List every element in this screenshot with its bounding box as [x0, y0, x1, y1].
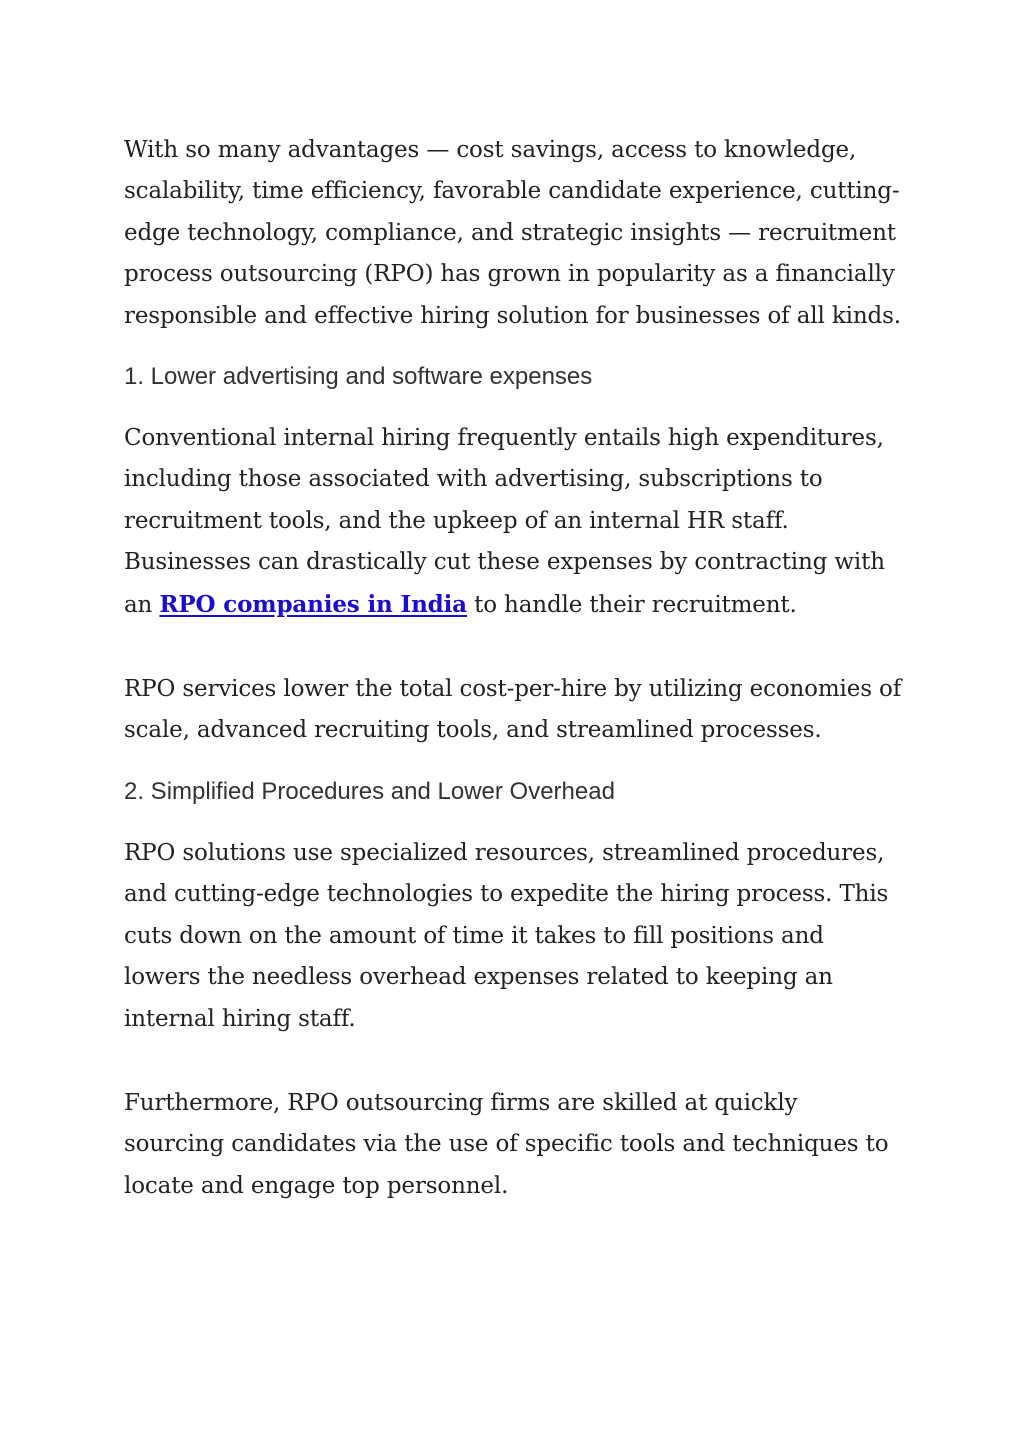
section-2-heading: 2. Simplified Procedures and Lower Overhead: [124, 777, 615, 805]
section-1-paragraph-2: RPO services lower the total cost-per-hire by utilizing economies of scale, advanced recruiting tools, and streamlined processes.: [124, 676, 902, 744]
section-1-paragraph-1: [124, 418, 904, 626]
rpo-companies-india-link[interactable]: RPO companies in India: [159, 590, 467, 618]
section-1-paragraph-1-text-after: to handle their recruitment.: [466, 591, 797, 618]
intro-paragraph: With so many advantages — cost savings, access to knowledge, scalability, time efficiency, favorable candidate experience, cutting-edge technology, compliance, and strategic insights — recruitment process outsourcing (RPO) has grown in popularity as a financially responsible and effective hiring solution for businesses of all kinds.: [124, 137, 901, 329]
section-1-paragraph-1-text-before: Conventional internal hiring frequently entails high expenditures, including those associated with advertising, subscriptions to recruitment tools, and the upkeep of an internal HR staff. Businesses can drastically cut these expenses by contracting with an: [124, 425, 885, 618]
article-body: [124, 130, 904, 1207]
section-2-paragraph-1: RPO solutions use specialized resources, streamlined procedures, and cutting-edge technologies to expedite the hiring process. This cuts down on the amount of time it takes to fill positions and lowers the needless overhead expenses related to keeping an internal hiring staff.: [124, 839, 889, 1032]
section-1-heading: 1. Lower advertising and software expenses: [124, 363, 593, 391]
section-2-paragraph-2: Furthermore, RPO outsourcing firms are skilled at quickly sourcing candidates via the use of specific tools and techniques to locate and engage top personnel.: [124, 1089, 889, 1199]
